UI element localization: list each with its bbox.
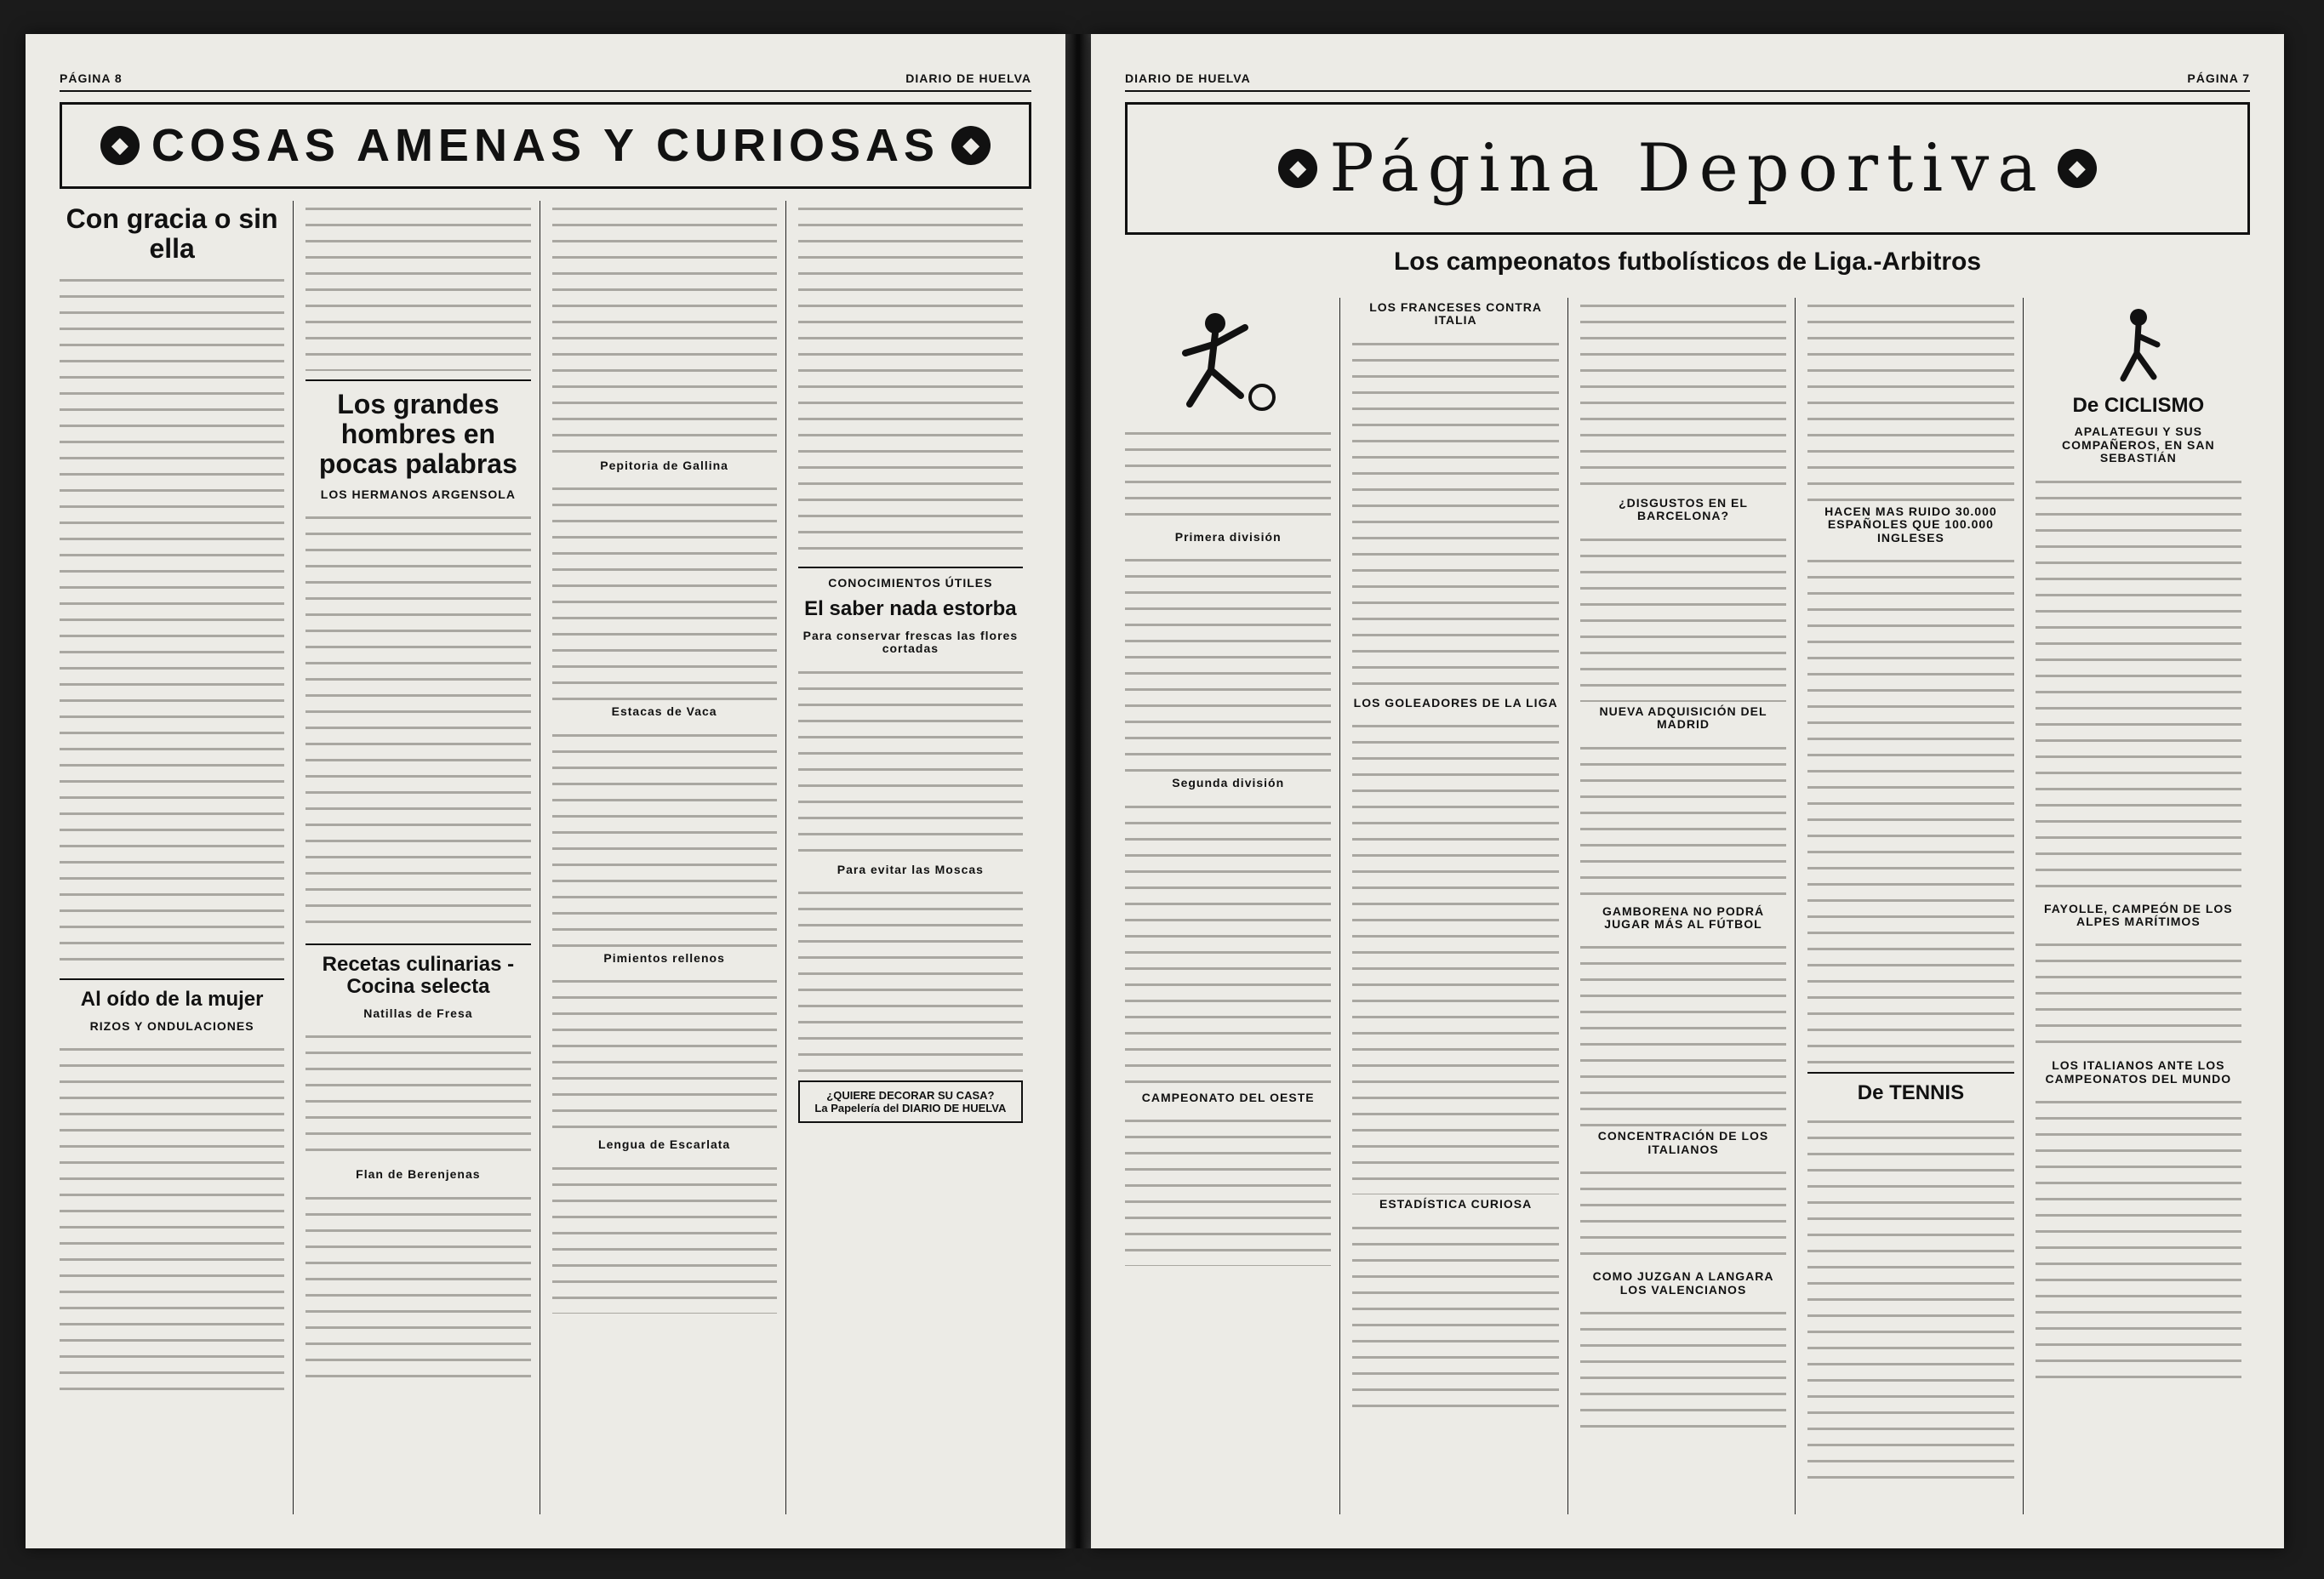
head-disgustos: ¿DISGUSTOS EN EL BARCELONA?	[1619, 496, 1748, 523]
body-text	[798, 885, 1023, 1072]
label-primera-division: Primera división	[1174, 530, 1282, 544]
body-text	[1125, 552, 1331, 773]
body-text	[798, 201, 1023, 558]
subhead-flores: Para conservar frescas las flores cortadas	[802, 628, 1019, 656]
headline-grandes-hombres: Los grandes hombres en pocas palabras	[318, 389, 517, 480]
body-text	[2036, 937, 2241, 1056]
subhead-natillas: Natillas de Fresa	[363, 1006, 473, 1020]
page-header-left	[60, 66, 1031, 92]
body-text	[1580, 1165, 1786, 1267]
ornament-icon: ◆	[2058, 149, 2097, 188]
head-italianos-mundo: LOS ITALIANOS ANTE LOS CAMPEONATOS DEL MUNDO	[2045, 1058, 2232, 1086]
banner-cosas-amenas	[60, 102, 1031, 189]
columns-left	[60, 201, 1031, 1514]
banner-pagina-deportiva	[1125, 102, 2250, 235]
column-r5	[2036, 298, 2250, 1514]
newspaper-page-left	[26, 34, 1065, 1548]
body-text	[1580, 740, 1786, 902]
subhead-flan: Flan de Berenjenas	[356, 1167, 481, 1182]
ornament-icon: ◆	[100, 126, 140, 165]
body-text	[60, 272, 284, 970]
body-text	[2036, 474, 2241, 899]
ad-box-papeleria	[798, 1080, 1023, 1123]
body-text	[305, 201, 530, 371]
subhead-rizos: RIZOS Y ONDULACIONES	[89, 1018, 254, 1033]
headline-con-gracia: Con gracia o sin ella	[66, 203, 278, 265]
head-juzgan: COMO JUZGAN A LANGARA LOS VALENCIANOS	[1592, 1269, 1774, 1297]
headline-al-oido: Al oído de la mujer	[80, 988, 264, 1012]
body-text	[1352, 718, 1558, 1194]
cyclist-illustration	[2036, 298, 2241, 391]
body-text	[552, 481, 777, 702]
ad-line-1: ¿QUIERE DECORAR SU CASA?	[826, 1088, 995, 1102]
head-tennis: De TENNIS	[1857, 1081, 1965, 1105]
body-text	[1807, 298, 2013, 502]
body-text	[305, 1190, 530, 1377]
head-ciclismo: De CICLISMO	[2072, 394, 2205, 417]
ad-line-2: La Papelería del DIARIO DE HUELVA	[814, 1101, 1007, 1114]
body-text	[552, 1160, 777, 1314]
banner-title-left: COSAS AMENAS Y CURIOSAS	[151, 120, 940, 171]
paper-name-left: DIARIO DE HUELVA	[905, 71, 1031, 85]
body-text	[1580, 532, 1786, 702]
column-r2	[1352, 298, 1567, 1514]
columns-right	[1125, 298, 2250, 1514]
subhead-argensola: LOS HERMANOS ARGENSOLA	[320, 487, 516, 501]
head-fayolle: FAYOLLE, CAMPEÓN DE LOS ALPES MARÍTIMOS	[2044, 901, 2233, 928]
headline-saber: El saber nada estorba	[804, 597, 1017, 621]
column-4	[798, 201, 1031, 1514]
page-header-right	[1125, 66, 2250, 92]
banner-title-right: Página Deportiva	[1329, 130, 2046, 207]
headline-recetas: Recetas culinarias - Cocina selecta	[322, 952, 515, 999]
column-r3	[1580, 298, 1796, 1514]
head-gamborena: GAMBORENA NO PODRÁ JUGAR MÁS AL FÚTBOL	[1602, 904, 1765, 931]
body-text	[1580, 298, 1786, 493]
column-r1	[1125, 298, 1340, 1514]
head-campeonato-oeste: CAMPEONATO DEL OESTE	[1141, 1090, 1315, 1104]
body-text	[2036, 1094, 2241, 1392]
subhead-estacas: Estacas de Vaca	[611, 704, 717, 719]
book-gutter	[1065, 34, 1091, 1548]
head-estadistica: ESTADÍSTICA CURIOSA	[1379, 1197, 1533, 1211]
body-text	[305, 1029, 530, 1165]
football-player-illustration	[1125, 298, 1331, 425]
head-ruido: HACEN MAS RUIDO 30.000 ESPAÑOLES QUE 100.000 INGLESES	[1824, 504, 1997, 544]
head-goleadores: LOS GOLEADORES DE LA LIGA	[1353, 695, 1558, 710]
ornament-icon: ◆	[951, 126, 991, 165]
column-3	[552, 201, 786, 1514]
body-text	[1807, 553, 2013, 1063]
head-apalategui: APALATEGUI Y SUS COMPAÑEROS, EN SAN SEBASTIÁN	[2062, 425, 2215, 465]
head-concentracion: CONCENTRACIÓN DE LOS ITALIANOS	[1597, 1129, 1769, 1156]
column-r4	[1807, 298, 2023, 1514]
body-text	[552, 727, 777, 949]
body-text	[1125, 1113, 1331, 1266]
page-number-right: PÁGINA 7	[2187, 71, 2250, 85]
body-text	[1352, 1220, 1558, 1407]
body-text	[1807, 1114, 2013, 1488]
newspaper-page-right	[1091, 34, 2284, 1548]
head-adquisicion: NUEVA ADQUISICIÓN DEL MADRID	[1599, 704, 1767, 732]
body-text	[1125, 799, 1331, 1088]
subhead-moscas: Para evitar las Moscas	[837, 862, 984, 876]
column-1	[60, 201, 294, 1514]
body-text	[1352, 336, 1558, 693]
body-text	[60, 1041, 284, 1399]
body-text	[305, 510, 530, 935]
body-text	[1125, 425, 1331, 527]
body-text	[552, 973, 777, 1135]
column-2	[305, 201, 540, 1514]
ornament-icon: ◆	[1278, 149, 1317, 188]
page-number-left: PÁGINA 8	[60, 71, 123, 85]
head-franceses: LOS FRANCESES CONTRA ITALIA	[1369, 300, 1542, 328]
body-text	[1580, 1305, 1786, 1441]
section-title-liga: Los campeonatos futbolísticos de Liga.-Arbitros	[1393, 248, 1982, 276]
label-segunda-division: Segunda división	[1172, 776, 1285, 790]
label-conocimientos: CONOCIMIENTOS ÚTILES	[828, 576, 993, 590]
body-text	[1580, 939, 1786, 1126]
subhead-pepitoria: Pepitoria de Gallina	[600, 459, 728, 472]
subhead-pimientos: Pimientos rellenos	[603, 950, 725, 965]
subhead-lengua: Lengua de Escarlata	[598, 1137, 731, 1152]
body-text	[552, 201, 777, 456]
body-text	[798, 664, 1023, 860]
paper-name-right: DIARIO DE HUELVA	[1125, 71, 1251, 85]
